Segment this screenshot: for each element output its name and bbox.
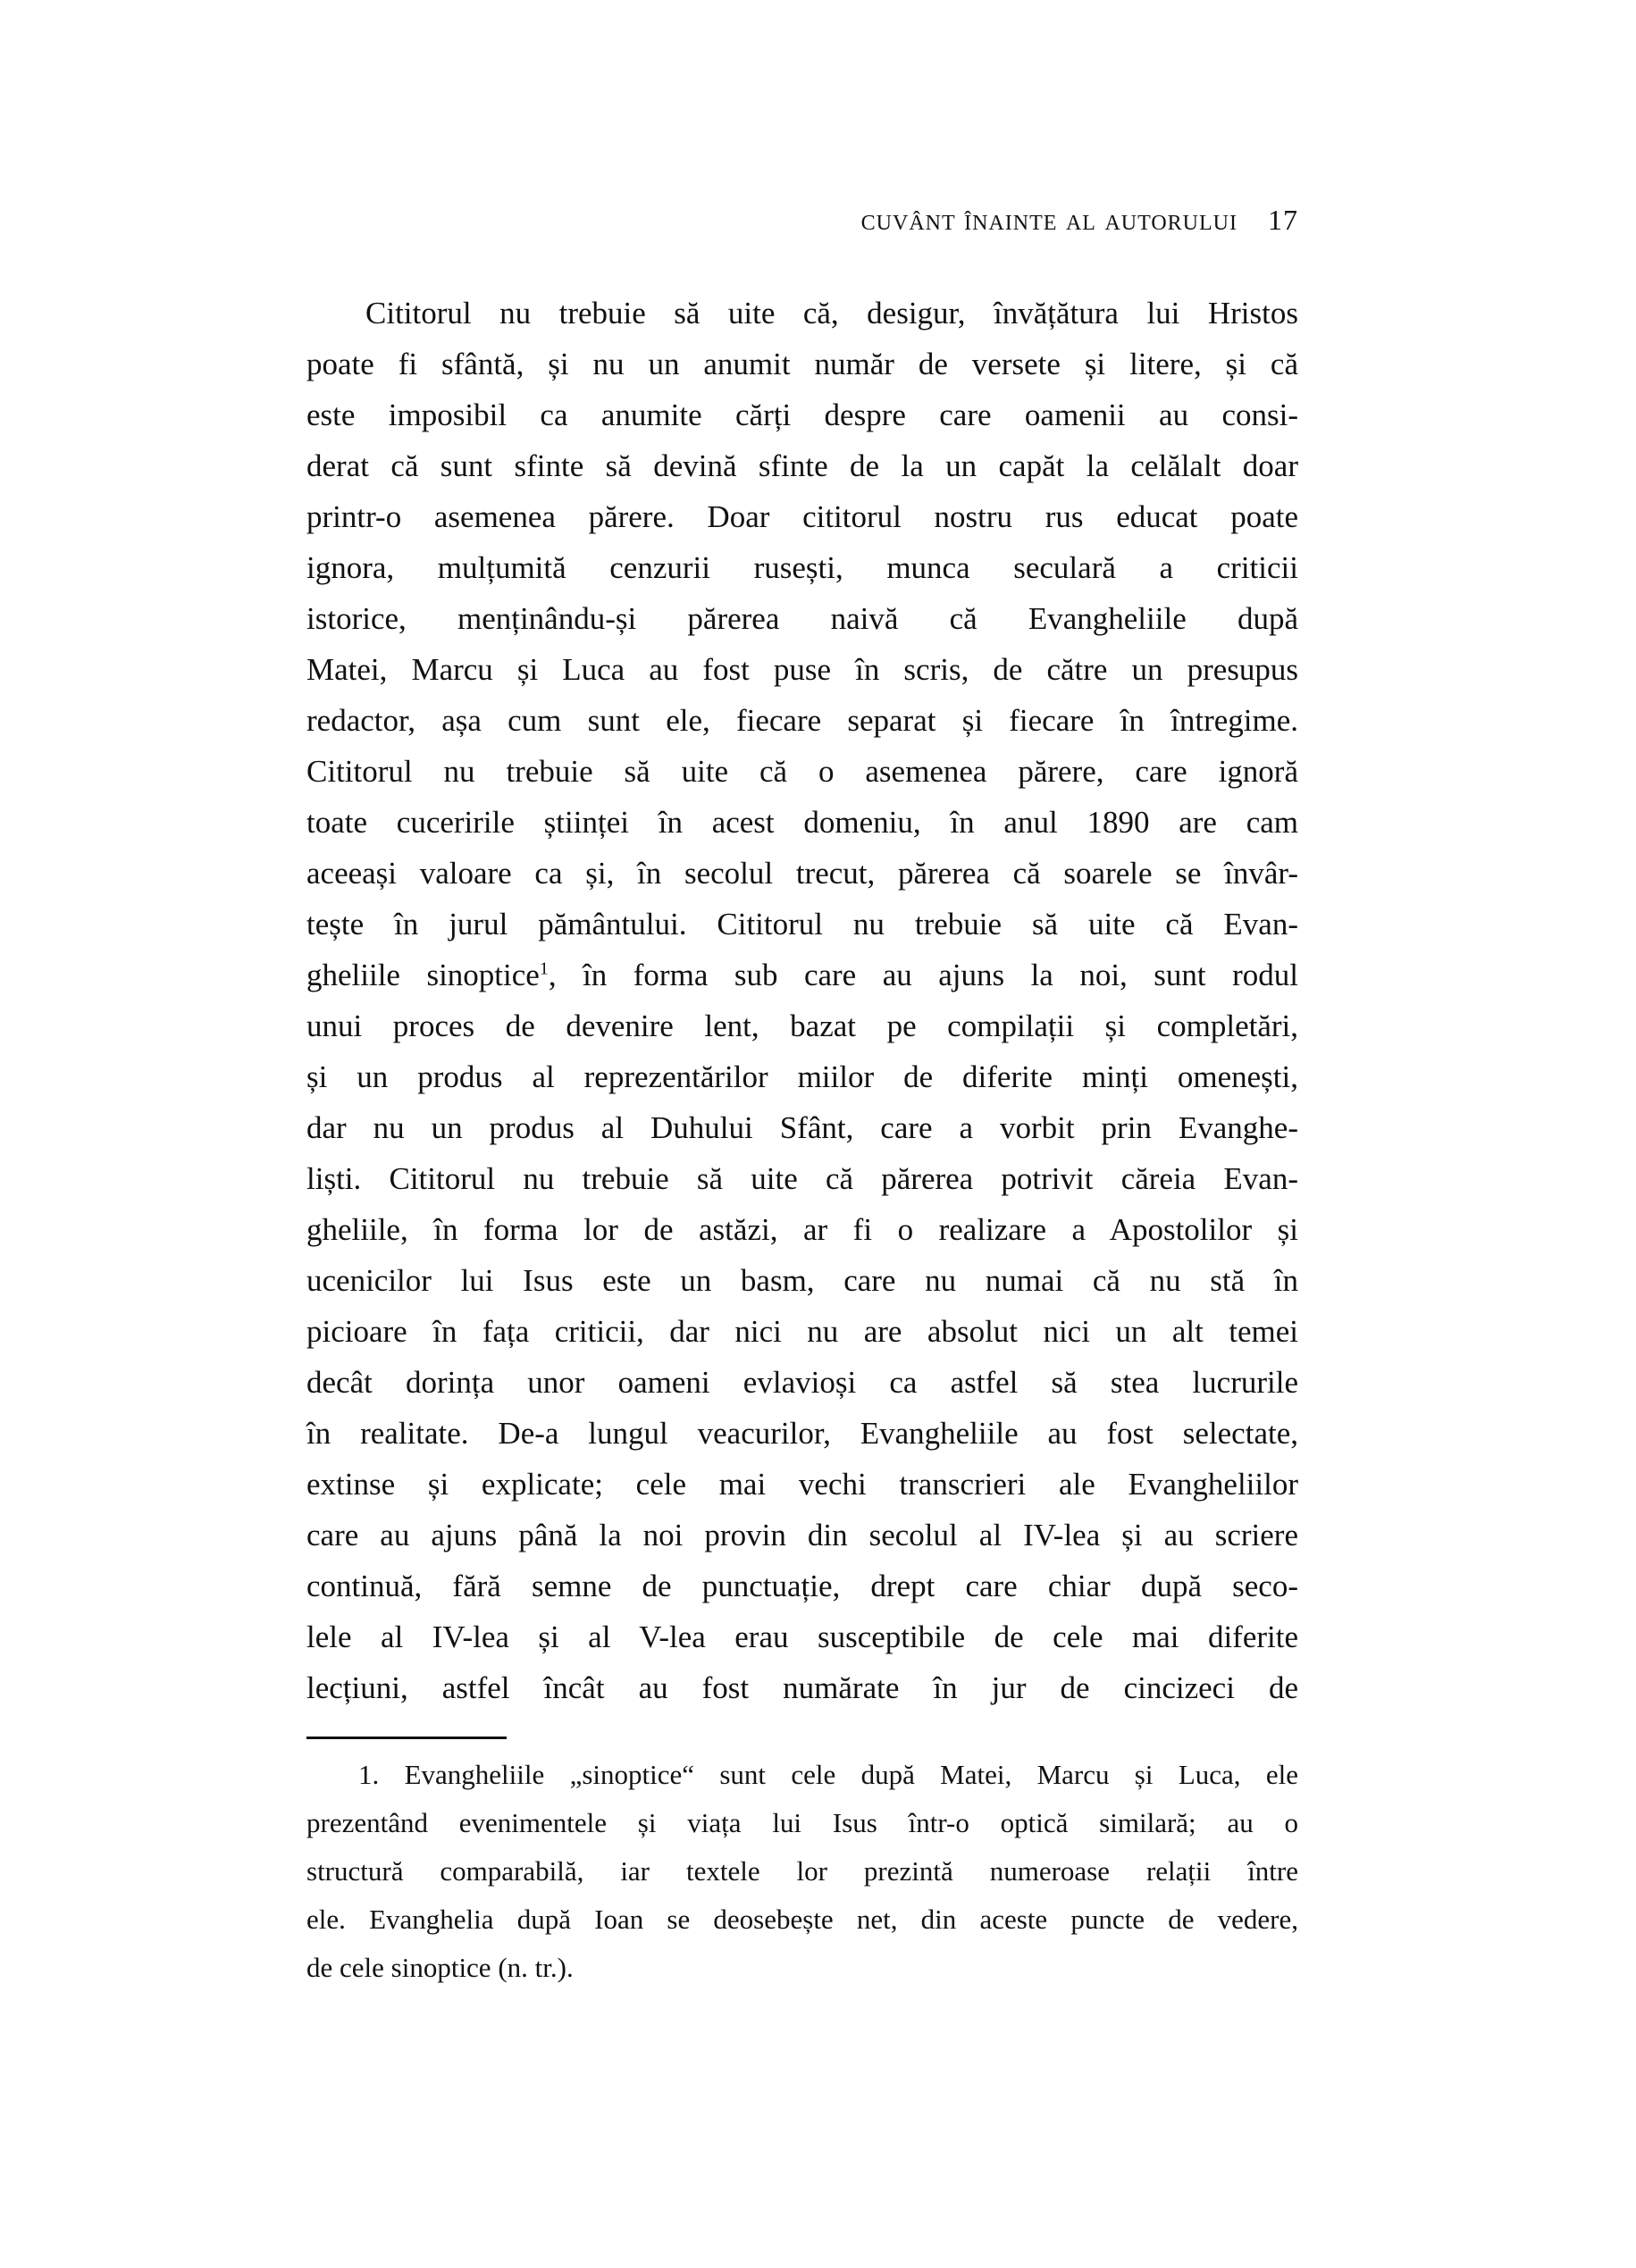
page-number: 17 [1268,204,1298,236]
running-header [306,204,1298,238]
text-line: ucenicilor lui Isus este un basm, care nu numai că nu stă în [306,1263,1298,1298]
text-line: continuă, fără semne de punctuație, drept care chiar după seco- [306,1569,1298,1603]
text-line: aceeași valoare ca și, în secolul trecut, părerea că soarele se învâr- [306,856,1298,891]
footnote-line: prezentând evenimentele și viața lui Isus într-o optică similară; au o [306,1807,1298,1838]
text-line: printr-o asemenea părere. Doar cititorul nostru rus educat poate [306,499,1298,534]
text-line: gheliile, în forma lor de astăzi, ar fi o realizare a Apostolilor și [306,1212,1298,1247]
footnote-line: 1. Evangheliile „sinoptice“ sunt cele după Matei, Marcu și Luca, ele [358,1759,1298,1790]
text-line: care au ajuns până la noi provin din secolul al IV-lea și au scriere [306,1518,1298,1552]
text-line: extinse și explicate; cele mai vechi transcrieri ale Evangheliilor [306,1467,1298,1502]
running-header-title: cuvânt înainte al autorului [860,204,1237,237]
text-line [306,950,1298,1000]
text-line: Matei, Marcu și Luca au fost puse în scris, de către un presupus [306,652,1298,687]
footnote-separator [306,1737,507,1739]
text-segment: , în forma sub care au ajuns la noi, sunt rodul [548,958,1299,992]
footnote-line: de cele sinoptice (n. tr.). [306,1952,574,1983]
text-line: istorice, menținându-și părerea naivă că Evangheliile după [306,601,1298,636]
text-line: Cititorul nu trebuie să uite că o asemenea părere, care ignoră [306,754,1298,789]
text-line: lecțiuni, astfel încât au fost numărate în jur de cincizeci de [306,1670,1298,1705]
text-line: unui proces de devenire lent, bazat pe compilații și completări, [306,1008,1298,1043]
text-line: este imposibil ca anumite cărți despre care oamenii au consi- [306,398,1298,432]
text-line: liști. Cititorul nu trebuie să uite că părerea potrivit căreia Evan- [306,1161,1298,1196]
footnote-line: structură comparabilă, iar textele lor prezintă numeroase relații între [306,1855,1298,1887]
text-line: lele al IV-lea și al V-lea erau susceptibile de cele mai diferite [306,1619,1298,1654]
body-text [306,288,1298,1713]
text-line: redactor, așa cum sunt ele, fiecare separat și fiecare în întregime. [306,703,1298,738]
text-line: toate cuceririle științei în acest domeniu, în anul 1890 are cam [306,805,1298,840]
text-line: dar nu un produs al Duhului Sfânt, care a vorbit prin Evanghe- [306,1110,1298,1145]
text-line: Cititorul nu trebuie să uite că, desigur, învățătura lui Hristos [365,296,1298,331]
text-line: și un produs al reprezentărilor miilor de diferite minți omenești, [306,1059,1298,1094]
text-line: derat că sunt sfinte să devină sfinte de la un capăt la celălalt doar [306,448,1298,483]
footnote-line: ele. Evanghelia după Ioan se deosebește net, din aceste puncte de vedere, [306,1904,1298,1935]
text-line: decât dorința unor oameni evlavioși ca astfel să stea lucrurile [306,1365,1298,1400]
text-line: tește în jurul pământului. Cititorul nu trebuie să uite că Evan- [306,907,1298,942]
footnote [306,1751,1298,1992]
text-line: în realitate. De-a lungul veacurilor, Evangheliile au fost selectate, [306,1416,1298,1451]
text-line: ignora, mulțumită cenzurii rusești, munca seculară a criticii [306,550,1298,585]
text-segment: gheliile sinoptice [306,958,540,992]
footnote-reference[interactable]: 1 [539,958,549,979]
text-line: poate fi sfântă, și nu un anumit număr de versete și litere, și că [306,347,1298,381]
text-line: picioare în fața criticii, dar nici nu are absolut nici un alt temei [306,1314,1298,1349]
